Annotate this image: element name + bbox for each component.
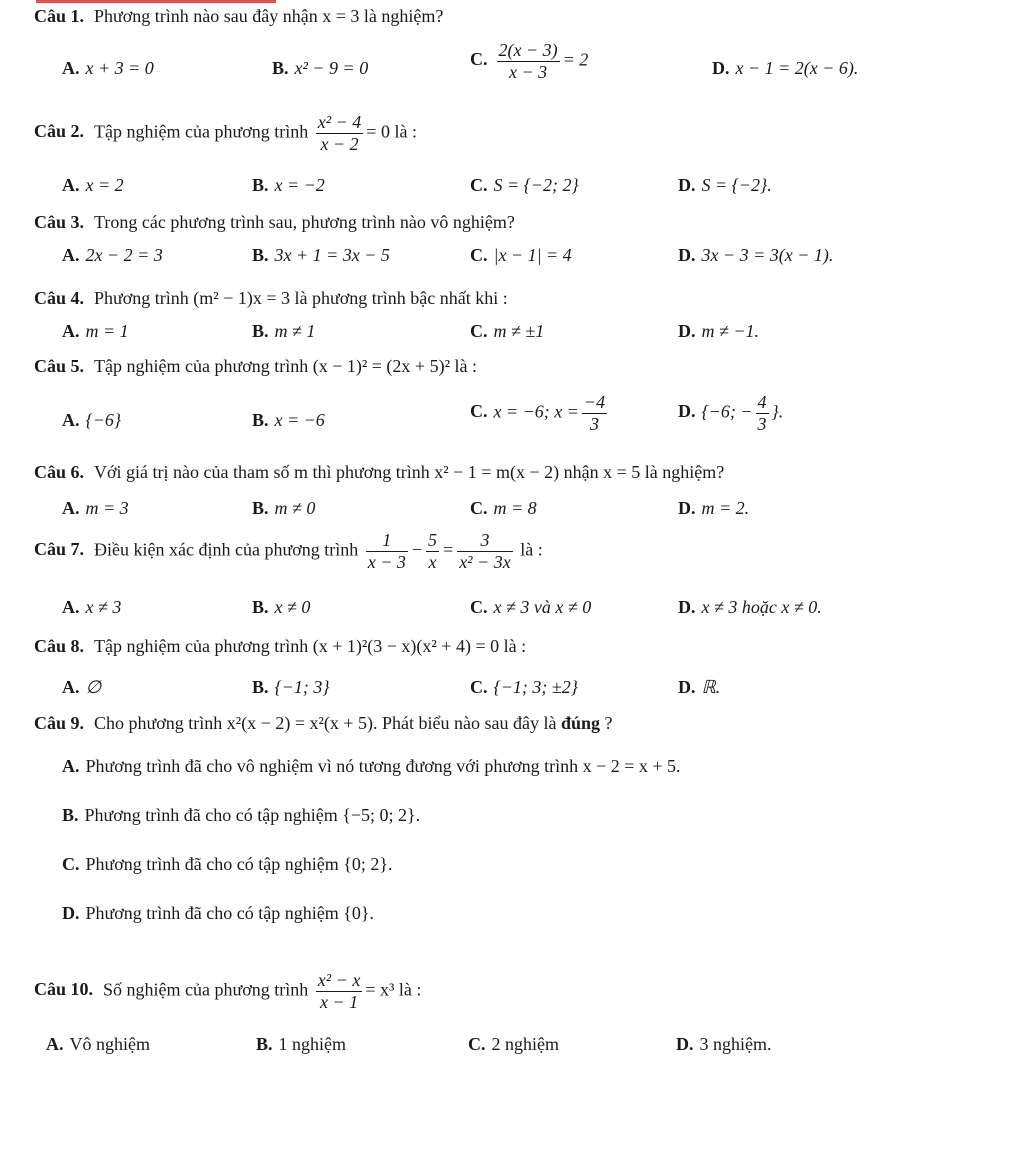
question-10: Câu 10. Số nghiệm của phương trình $\frac{\text{x² − x}}{x - 1}$ = x³ là :: [34, 970, 422, 1012]
q2-option-a[interactable]: A. x = 2: [62, 175, 124, 195]
question-2: Câu 2. Tập nghiệm của phương trình $\frac{\text{x² − 4}}{x - 2}$ = 0 là :: [34, 112, 417, 154]
q4-option-c[interactable]: C. m ≠ ±1: [470, 321, 545, 341]
q1-option-a[interactable]: A. x + 3 = 0: [62, 58, 154, 78]
fraction: $\frac{2(x - 3)}{x - 3}$: [498, 40, 558, 82]
q10-option-c[interactable]: C. 2 nghiệm: [468, 1034, 559, 1054]
top-rule: [36, 0, 276, 3]
question-5: Câu 5. Tập nghiệm của phương trình (x − 1)² = (2x + 5)² là :: [34, 356, 477, 376]
q9-option-a[interactable]: A. Phương trình đã cho vô nghiệm vì nó tương đương với phương trình x − 2 = x + 5.: [62, 756, 681, 776]
q4-option-a[interactable]: A. m = 1: [62, 321, 129, 341]
q10-option-d[interactable]: D. 3 nghiệm.: [676, 1034, 772, 1054]
question-3: Câu 3. Trong các phương trình sau, phương trình nào vô nghiệm?: [34, 212, 515, 232]
q4-option-b[interactable]: B. m ≠ 1: [252, 321, 316, 341]
question-9: Câu 9. Cho phương trình x²(x − 2) = x²(x + 5). Phát biểu nào sau đây là đúng ?: [34, 713, 613, 733]
q1-option-b[interactable]: B. x² − 9 = 0: [272, 58, 369, 78]
q8-option-a[interactable]: A. ∅: [62, 677, 102, 697]
q2-option-d[interactable]: D. S = {−2}.: [678, 175, 772, 195]
q9-option-b[interactable]: B. Phương trình đã cho có tập nghiệm {−5; 0; 2}.: [62, 805, 421, 825]
q3-option-c[interactable]: C. |x − 1| = 4: [470, 245, 572, 265]
q7-option-b[interactable]: B. x ≠ 0: [252, 597, 311, 617]
question-1: Câu 1. Phương trình nào sau đây nhận x = 3 là nghiệm?: [34, 6, 444, 26]
fraction: $\frac{-4}{3}$: [583, 392, 606, 434]
q7-option-c[interactable]: C. x ≠ 3 và x ≠ 0: [470, 597, 592, 617]
q6-option-d[interactable]: D. m = 2.: [678, 498, 750, 518]
question-8: Câu 8. Tập nghiệm của phương trình (x + 1)²(3 − x)(x² + 4) = 0 là :: [34, 636, 527, 656]
fraction: $\frac{\text{x² − 4}}{x - 2}$: [317, 112, 362, 154]
fraction: $\frac{1}{x - 3}$: [367, 530, 406, 572]
q7-option-d[interactable]: D. x ≠ 3 hoặc x ≠ 0.: [678, 597, 822, 617]
q8-option-c[interactable]: C. {−1; 3; ±2}: [470, 677, 578, 697]
q2-option-c[interactable]: C. S = {−2; 2}: [470, 175, 579, 195]
question-6: Câu 6. Với giá trị nào của tham số m thì phương trình x² − 1 = m(x − 2) nhận x = 5 là nghiệm?: [34, 462, 725, 482]
q7-option-a[interactable]: A. x ≠ 3: [62, 597, 122, 617]
q5-option-a[interactable]: A. {−6}: [62, 410, 122, 430]
q1-option-d[interactable]: D. x − 1 = 2(x − 6).: [712, 58, 859, 78]
q8-option-b[interactable]: B. {−1; 3}: [252, 677, 330, 697]
q3-option-d[interactable]: D. 3x − 3 = 3(x − 1).: [678, 245, 834, 265]
q1-option-c[interactable]: C. $\frac{2(x - 3)}{x - 3}$ = 2: [470, 40, 589, 82]
q9-option-d[interactable]: D. Phương trình đã cho có tập nghiệm {0}.: [62, 903, 375, 923]
fraction: $\frac{\text{x² − x}}{x - 1}$: [317, 970, 361, 1012]
fraction: $\frac{4}{3}$: [757, 392, 767, 434]
q4-option-d[interactable]: D. m ≠ −1.: [678, 321, 760, 341]
question-7: Câu 7. Điều kiện xác định của phương trình $\frac{1}{x - 3}$ − $\frac{5}{x}$ = $\frac{3}{\text{x² − 3x}}$ là :: [34, 530, 543, 572]
fraction: $\frac{3}{\text{x² − 3x}}$: [459, 530, 511, 572]
q10-option-b[interactable]: B. 1 nghiệm: [256, 1034, 347, 1054]
q5-option-b[interactable]: B. x = −6: [252, 410, 325, 430]
q6-option-b[interactable]: B. m ≠ 0: [252, 498, 316, 518]
q6-option-c[interactable]: C. m = 8: [470, 498, 537, 518]
q5-option-d[interactable]: D. {−6; − $\frac{4}{3}$ }.: [678, 392, 784, 434]
q3-option-a[interactable]: A. 2x − 2 = 3: [62, 245, 163, 265]
q3-option-b[interactable]: B. 3x + 1 = 3x − 5: [252, 245, 390, 265]
q8-option-d[interactable]: D. ℝ.: [678, 677, 721, 697]
question-4: Câu 4. Phương trình (m² − 1)x = 3 là phương trình bậc nhất khi :: [34, 288, 508, 308]
q2-option-b[interactable]: B. x = −2: [252, 175, 325, 195]
q10-option-a[interactable]: A. Vô nghiệm: [46, 1034, 150, 1054]
q9-option-c[interactable]: C. Phương trình đã cho có tập nghiệm {0; 2}.: [62, 854, 393, 874]
q6-option-a[interactable]: A. m = 3: [62, 498, 129, 518]
q5-option-c[interactable]: C. x = −6; x = $\frac{-4}{3}$: [470, 392, 606, 434]
fraction: $\frac{5}{x}$: [428, 530, 438, 572]
